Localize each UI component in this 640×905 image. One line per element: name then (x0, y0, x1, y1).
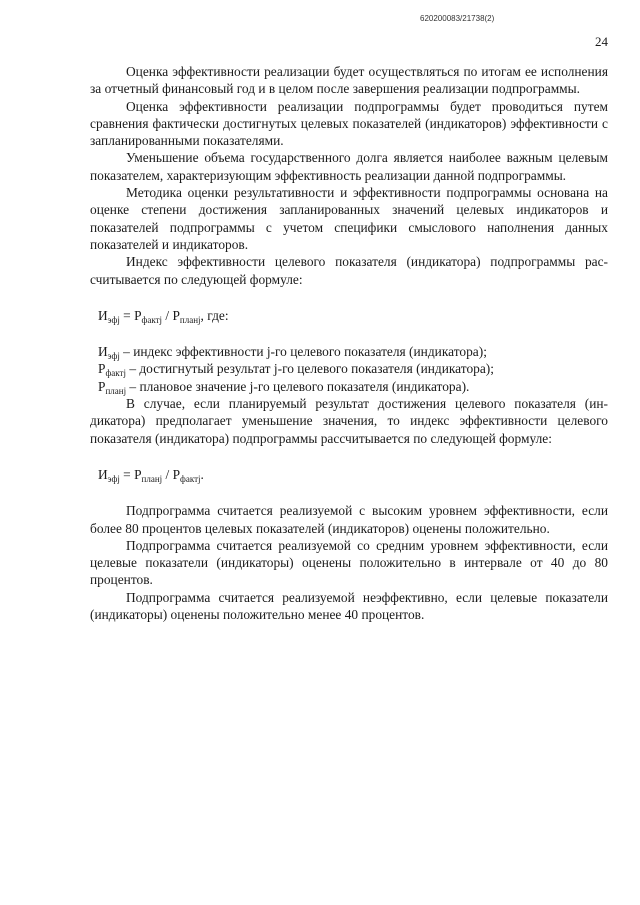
page-number: 24 (595, 34, 608, 49)
formula-efficiency-index-decreasing: $И_{эфj} = Р_{планj} / Р_{фактj}$. (98, 466, 204, 484)
definition-line: $Р_{планj}$ – плановое значение j-го целевого показателя (индикатора). (98, 378, 470, 396)
paragraph: Оценка эффективности реализации подпрограммы будет проводиться путем сравнения фактически достигнутых целевых показателей (индикаторов) эффективности с запланированными показателями. (90, 98, 608, 149)
document-body (90, 63, 608, 623)
paragraph: Методика оценки результативности и эффективности подпрограммы основана на оценке степени достижения запланированных значений целевых индикаторов и показателей подпрограммы с учетом специфики смыслового наполнения данных показателей и индикаторов. (90, 185, 608, 252)
paragraph: Индекс эффективности целевого показателя (индикатора) подпрограммы рассчитывается по следующей формуле: (90, 254, 608, 287)
document-id: 620200083/21738(2) (420, 14, 495, 23)
paragraph: Подпрограмма считается реализуемой с высоким уровнем эффективности, если более 80 процентов целевых показателей (индикаторов) оценены положительно. (90, 503, 608, 536)
paragraph: Подпрограмма считается реализуемой со средним уровнем эффективности, если целевые показатели (индикаторы) оценены положительно в интервале от 40 до 80 процентов. (90, 537, 608, 588)
paragraph: Уменьшение объема государственного долга является наиболее важным целевым показателем, характеризующим эффективность реализации данной подпрограммы. (90, 150, 608, 183)
paragraph: В случае, если планируемый результат достижения целевого показателя (индикатора) предполагает уменьшение значения, то индекс эффективности целевого показателя (индикатора) подпрограммы рассчитывается по следующей формуле: (90, 396, 608, 446)
paragraph: Подпрограмма считается реализуемой неэффективно, если целевые показатели (индикаторы) оценены положительно менее 40 процентов. (90, 589, 608, 623)
definition-line: $И_{эфj}$ – индекс эффективности j-го целевого показателя (индикатора); (98, 344, 487, 362)
paragraph: Оценка эффективности реализации будет осуществляться по итогам ее исполнения за отчетный финансовый год и в целом после завершения реализации подпрограммы. (90, 64, 608, 97)
definition-line: $Р_{фактj}$ – достигнутый результат j-го целевого показателя (индикатора); (98, 361, 494, 379)
formula-efficiency-index: $И_{эфj} = Р_{фактj} / Р_{планj}$, где: (98, 307, 229, 325)
